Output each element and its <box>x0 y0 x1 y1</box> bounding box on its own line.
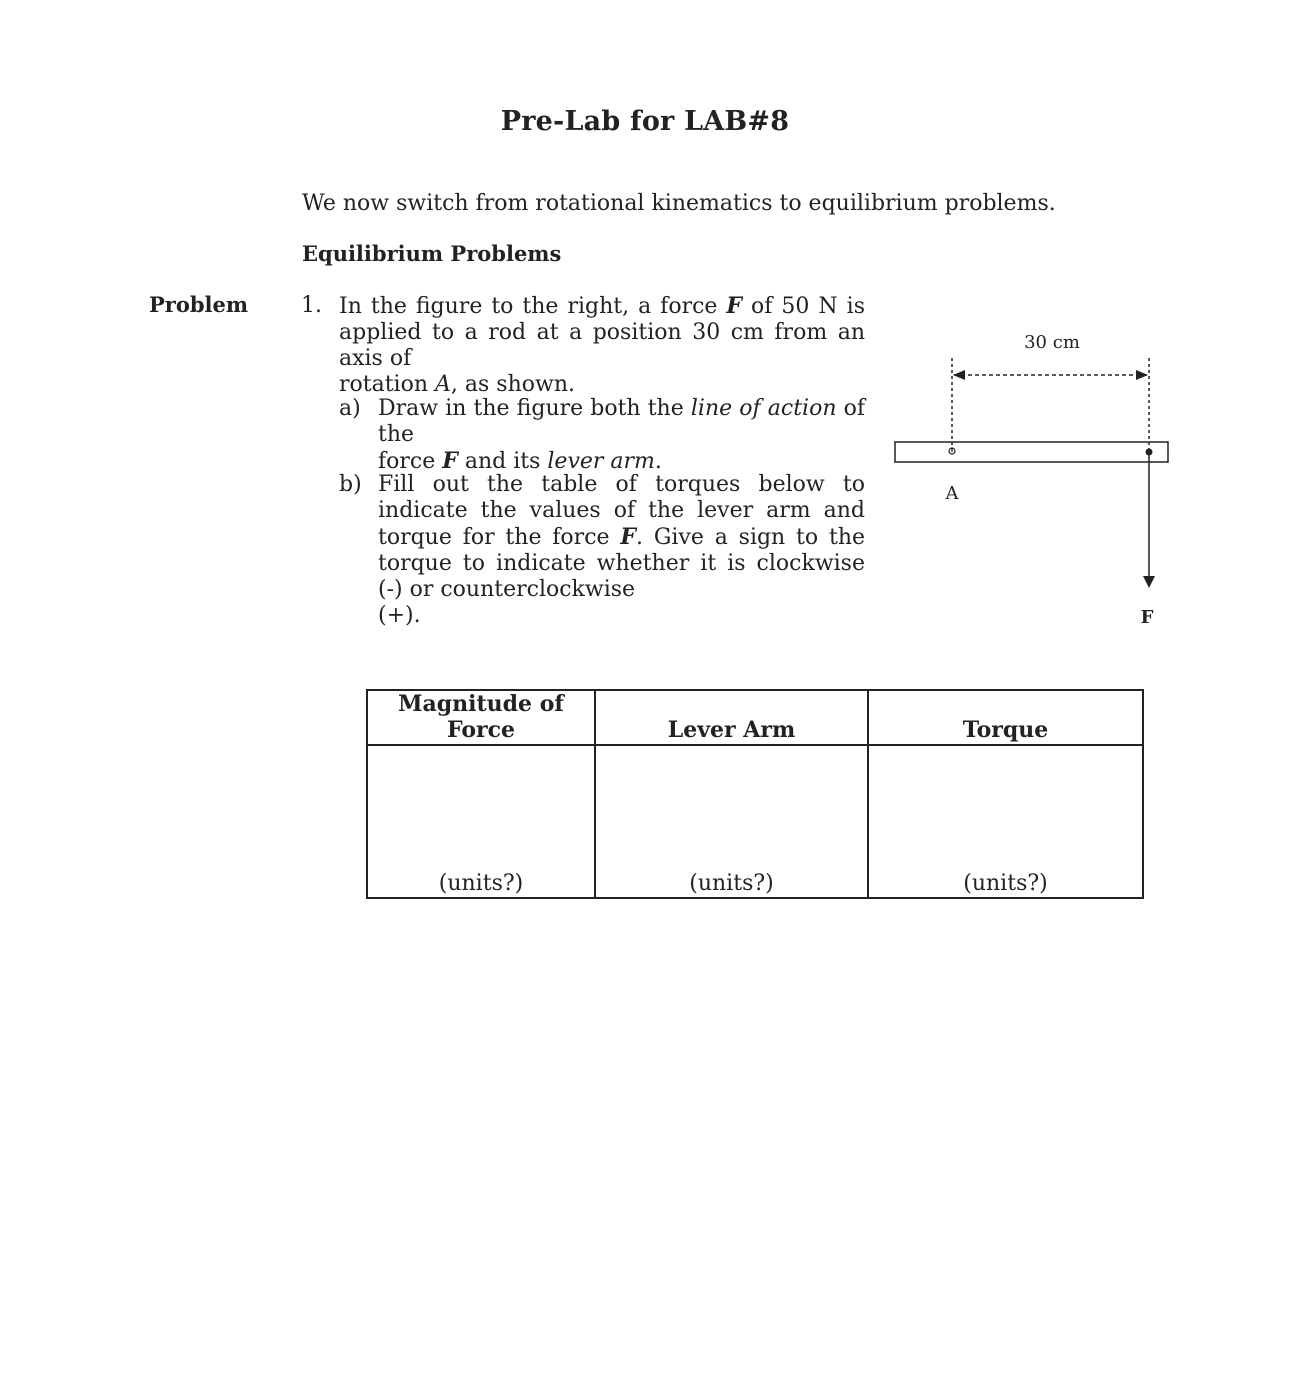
rod <box>895 442 1168 462</box>
part-a-label: a) <box>339 396 361 421</box>
problem-text-part: , as shown. <box>450 372 575 397</box>
part-a-text-part: . <box>654 449 662 474</box>
force-symbol: F <box>726 293 743 319</box>
problem-text-part: of 50 N is applied to a rod at a position 30 cm from an axis of <box>339 294 865 371</box>
rod-diagram <box>880 320 1190 640</box>
part-b-label: b) <box>339 472 362 497</box>
part-b-text-part: . Give a sign to the torque to indicate whether it is clockwise (-) or counterclockwise <box>378 525 866 602</box>
part-b-text-part: Fill out the table of torques below to indicate the values of the lever arm and torque for the force <box>378 472 865 550</box>
force-arrowhead <box>1143 576 1155 588</box>
cell-torque[interactable]: (units?) <box>868 745 1143 898</box>
problem-text-part: rotation <box>339 372 436 397</box>
page-title: Pre-Lab for LAB#8 <box>500 106 790 137</box>
header-torque: Torque <box>868 690 1143 745</box>
table-header-row <box>367 690 1143 745</box>
part-b-text <box>378 472 865 629</box>
intro-paragraph: We now switch from rotational kinematics to equilibrium problems. <box>302 191 1056 216</box>
part-a-text-part: force <box>378 449 443 474</box>
distance-label: 30 cm <box>1024 332 1080 353</box>
part-a-text-part: and its <box>457 449 548 474</box>
table-row <box>367 745 1143 898</box>
cell-magnitude-of-force[interactable]: (units?) <box>367 745 595 898</box>
problem-number: 1. <box>301 293 322 318</box>
torque-table <box>366 689 1144 899</box>
cell-lever-arm[interactable]: (units?) <box>595 745 868 898</box>
force-symbol: F <box>442 448 458 474</box>
part-a-text <box>378 396 865 475</box>
header-magnitude-of-force: Magnitude of Force <box>367 690 595 745</box>
margin-label-problem: Problem <box>149 292 249 317</box>
force-label: F <box>1140 607 1154 628</box>
problem-statement <box>339 293 865 398</box>
term-line-of-action: line of action <box>690 396 837 421</box>
section-heading: Equilibrium Problems <box>302 241 562 266</box>
part-b-text-part: (+). <box>378 603 421 628</box>
force-symbol: F <box>620 524 636 550</box>
problem-text-part: In the figure to the right, a force <box>339 294 727 319</box>
header-lever-arm: Lever Arm <box>595 690 868 745</box>
part-a-text-part: Draw in the figure both the <box>378 396 691 421</box>
axis-symbol: A <box>435 372 451 397</box>
part-a-text-part: of the <box>378 396 866 447</box>
axis-pivot-center <box>951 450 953 452</box>
term-lever-arm: lever arm <box>547 449 655 474</box>
axis-label: A <box>945 483 959 504</box>
